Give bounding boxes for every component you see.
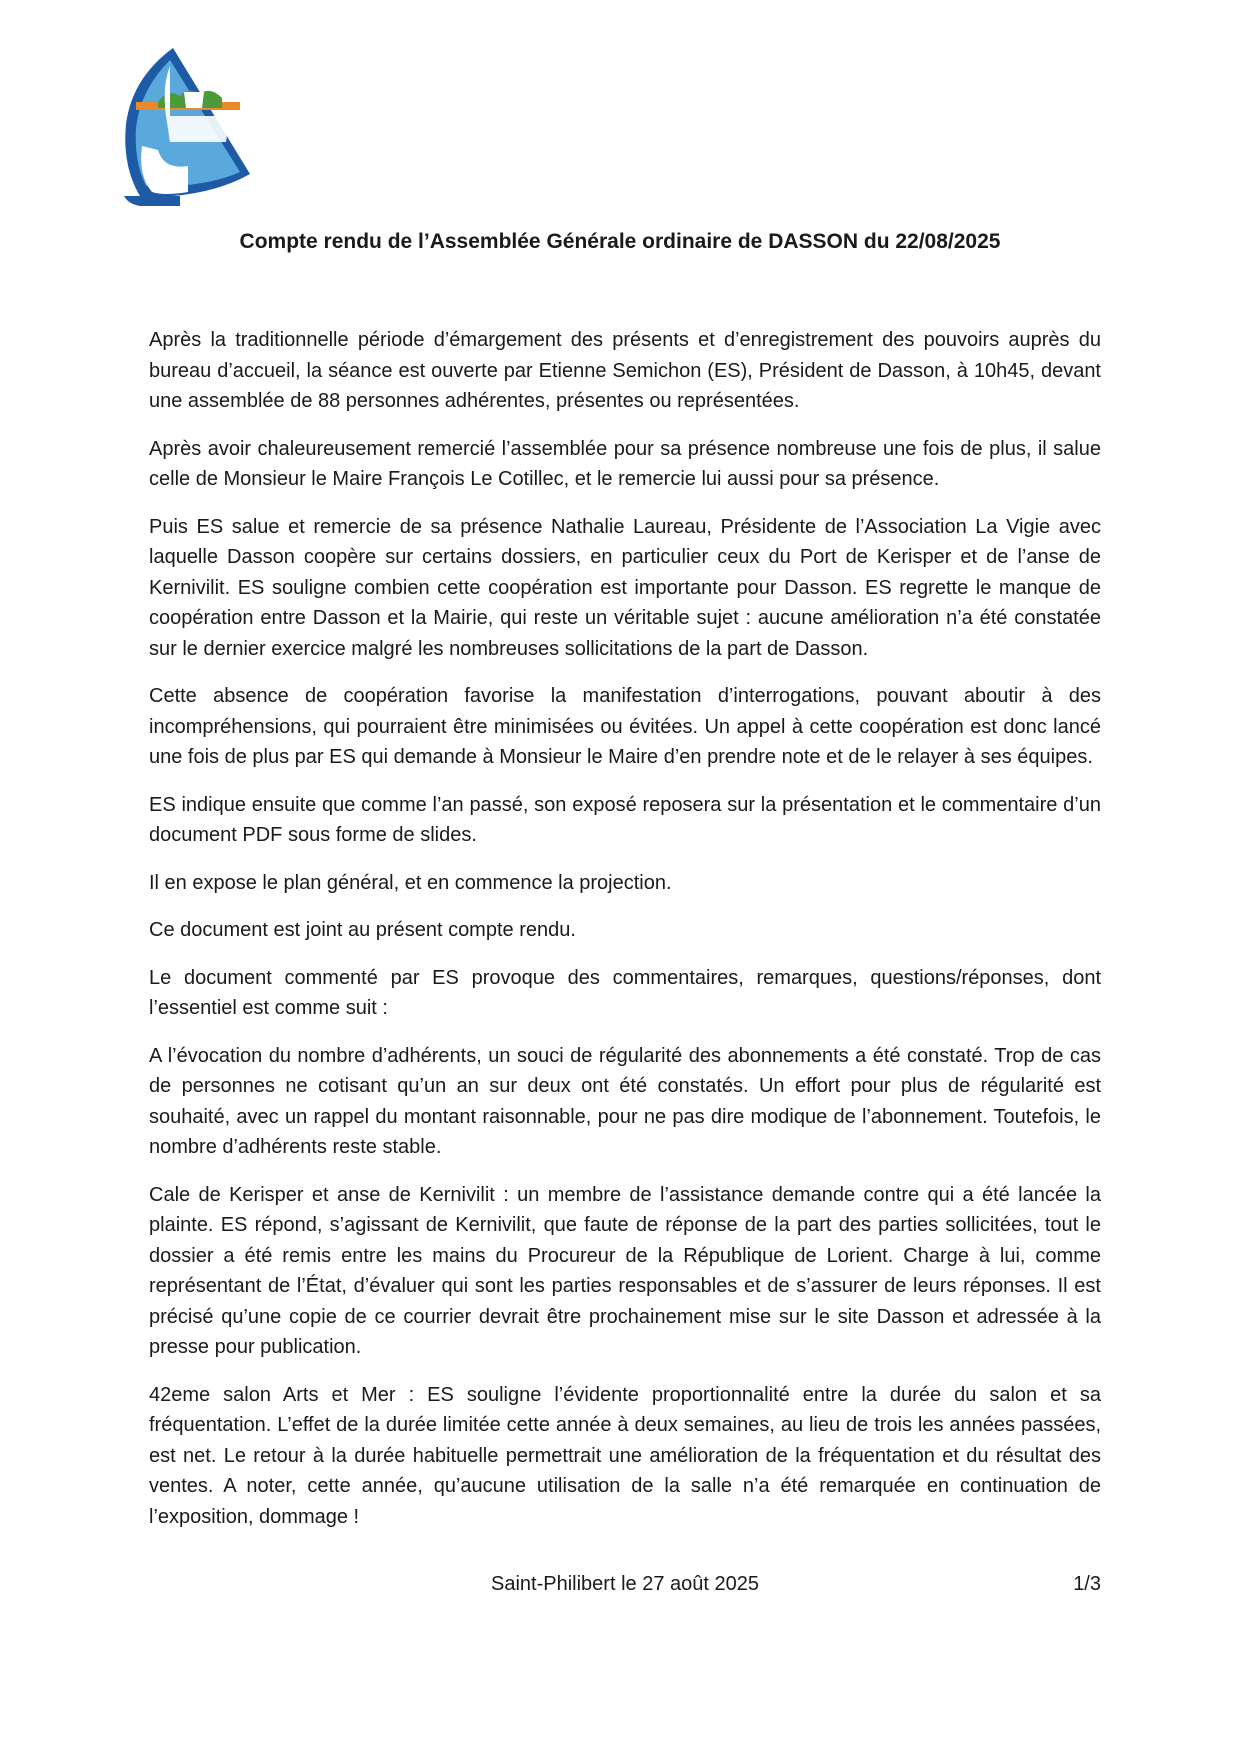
paragraph: A l’évocation du nombre d’adhérents, un souci de régularité des abonnements a été constaté. Trop de cas de personnes ne cotisant qu’un an sur deux ont été constatés. Un effort pour plus de régularité est souhaité, avec un rappel du montant raisonnable, pour ne pas dire modique de l’abonnement. Toutefois, le nombre d’adhérents reste stable. — [149, 1044, 1101, 1158]
footer-place-date: Saint-Philibert le 27 août 2025 — [491, 1573, 759, 1595]
document-body — [149, 325, 1101, 1549]
page-number: 1/3 — [1073, 1573, 1101, 1595]
paragraph: Puis ES salue et remercie de sa présence Nathalie Laureau, Présidente de l’Association La Vigie avec laquelle Dasson coopère sur certains dossiers, en particulier ceux du Port de Kerisper et de l’anse de Kernivilit. ES souligne combien cette coopération est importante pour Dasson. ES regrette le manque de coopération entre Dasson et la Mairie, qui reste un véritable sujet : aucune amélioration n’a été constatée sur le dernier exercice malgré les nombreuses sollicitations de la part de Dasson. — [149, 515, 1101, 660]
logo-emblem-icon — [118, 46, 258, 208]
paragraph: 42eme salon Arts et Mer : ES souligne l’évidente proportionnalité entre la durée du salon et sa fréquentation. L’effet de la durée limitée cette année à deux semaines, au lieu de trois les années passées, est net. Le retour à la durée habituelle permettrait une amélioration de la fréquentation et du résultat des ventes. A noter, cette année, qu’aucune utilisation de la salle n’a été remarquée en continuation de l’exposition, dommage ! — [149, 1383, 1101, 1528]
paragraph: Ce document est joint au présent compte rendu. — [149, 919, 576, 941]
paragraph: ES indique ensuite que comme l’an passé, son exposé reposera sur la présentation et le commentaire d’un document PDF sous forme de slides. — [149, 793, 1101, 846]
logo-dasson — [118, 46, 258, 208]
paragraph: Après la traditionnelle période d’émargement des présents et d’enregistrement des pouvoirs auprès du bureau d’accueil, la séance est ouverte par Etienne Semichon (ES), Président de Dasson, à 10h45, devant une assemblée de 88 personnes adhérentes, présentes ou représentées. — [149, 329, 1101, 412]
paragraph: Après avoir chaleureusement remercié l’assemblée pour sa présence nombreuse une fois de plus, il salue celle de Monsieur le Maire François Le Cotillec, et le remercie lui aussi pour sa présence. — [149, 437, 1101, 490]
paragraph: Il en expose le plan général, et en commence la projection. — [149, 871, 672, 894]
page-footer — [149, 1569, 1101, 1599]
paragraph: Cette absence de coopération favorise la manifestation d’interrogations, pouvant aboutir à des incompréhensions, qui pourraient être minimisées ou évitées. Un appel à cette coopération est donc lancé une fois de plus par ES qui demande à Monsieur le Maire d’en prendre note et de le relayer à ses équipes. — [149, 685, 1101, 768]
paragraph: Cale de Kerisper et anse de Kernivilit : un membre de l’assistance demande contre qui a été lancée la plainte. ES répond, s’agissant de Kernivilit, que faute de réponse de la part des parties sollicitées, tout le dossier a été remis entre les mains du Procureur de la République de Lorient. Charge à lui, comme représentant de l’État, d’évaluer qui sont les parties responsables et de s’assurer de leurs réponses. Il est précisé qu’une copie de ce courrier devrait être prochainement mise sur le site Dasson et adressée à la presse pour publication. — [149, 1183, 1101, 1358]
page-title: Compte rendu de l’Assemblée Générale ordinaire de DASSON du 22/08/2025 — [239, 230, 1001, 253]
paragraph: Le document commenté par ES provoque des commentaires, remarques, questions/réponses, dont l’essentiel est comme suit : — [149, 966, 1101, 1019]
